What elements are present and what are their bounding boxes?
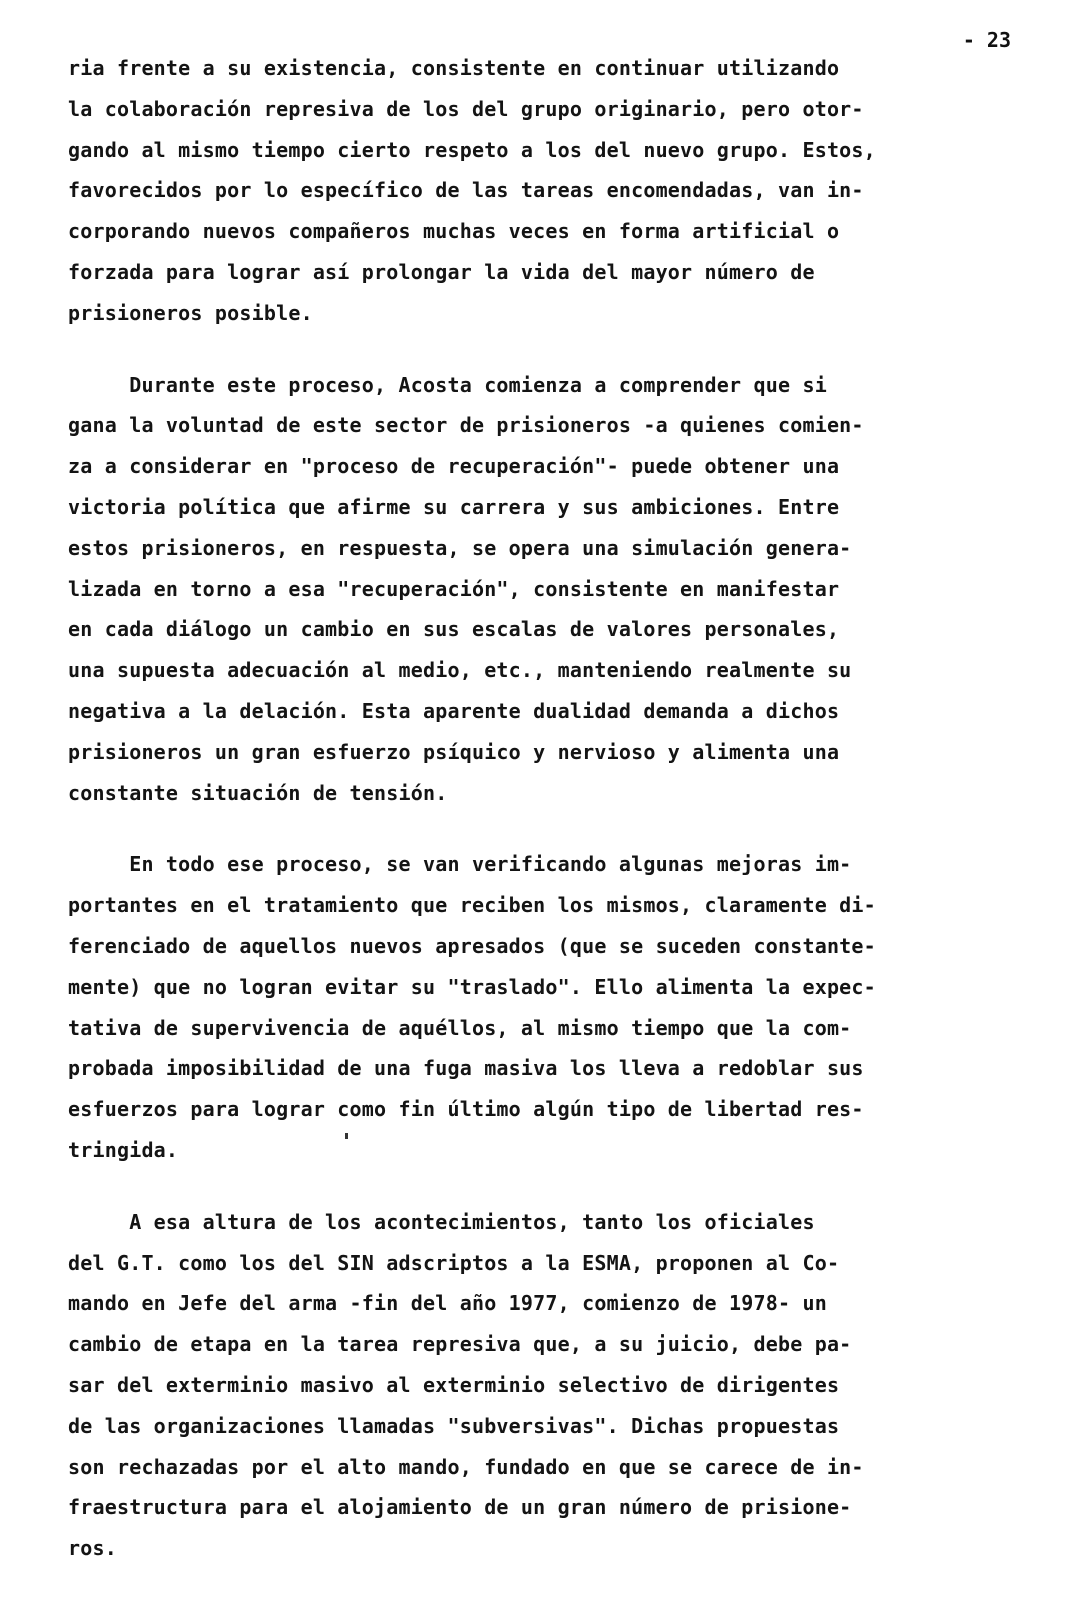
text-line: lizada en torno a esa "recuperación", consistente en manifestar bbox=[68, 576, 840, 601]
text-line: A esa altura de los acontecimientos, tanto los oficiales bbox=[68, 1209, 815, 1234]
text-line: corporando nuevos compañeros muchas veces en forma artificial o bbox=[68, 219, 840, 244]
text-line: victoria política que afirme su carrera y sus ambiciones. Entre bbox=[68, 494, 840, 519]
body-text bbox=[68, 48, 1028, 1600]
text-line: mente) que no logran evitar su "traslado". Ello alimenta la expec- bbox=[68, 974, 876, 999]
text-line: sar del exterminio masivo al exterminio selectivo de dirigentes bbox=[68, 1372, 840, 1397]
text-line: estos prisioneros, en respuesta, se opera una simulación genera- bbox=[68, 535, 852, 560]
text-line: ferenciado de aquellos nuevos apresados (que se suceden constante- bbox=[68, 933, 876, 958]
text-line: prisioneros un gran esfuerzo psíquico y nervioso y alimenta una bbox=[68, 739, 840, 764]
text-line: ria frente a su existencia, consistente en continuar utilizando bbox=[68, 56, 840, 80]
text-line: constante situación de tensión. bbox=[68, 780, 448, 805]
text-line: En todo ese proceso, se van verificando algunas mejoras im- bbox=[68, 852, 852, 877]
stray-ink-mark bbox=[345, 1133, 348, 1139]
text-line: esfuerzos para lograr como fin último algún tipo de libertad res- bbox=[68, 1097, 864, 1122]
text-line: tativa de supervivencia de aquéllos, al mismo tiempo que la com- bbox=[68, 1015, 852, 1040]
text-line: de las organizaciones llamadas "subversivas". Dichas propuestas bbox=[68, 1413, 840, 1438]
text-line: gando al mismo tiempo cierto respeto a los del nuevo grupo. Estos, bbox=[68, 137, 876, 162]
text-line: ros. bbox=[68, 1536, 117, 1561]
text-line: del G.T. como los del SIN adscriptos a la ESMA, proponen al Co- bbox=[68, 1250, 840, 1275]
text-line: probada imposibilidad de una fuga masiva los lleva a redoblar sus bbox=[68, 1056, 864, 1081]
page-number: - 23 bbox=[962, 28, 1011, 52]
paragraph bbox=[68, 844, 1028, 1170]
text-line: za a considerar en "proceso de recuperación"- puede obtener una bbox=[68, 454, 840, 479]
text-line: negativa a la delación. Esta aparente dualidad demanda a dichos bbox=[68, 698, 840, 723]
text-line: gana la voluntad de este sector de prisioneros -a quienes comien- bbox=[68, 413, 864, 438]
text-line: son rechazadas por el alto mando, fundado en que se carece de in- bbox=[68, 1454, 864, 1479]
text-line: mando en Jefe del arma -fin del año 1977, comienzo de 1978- un bbox=[68, 1291, 827, 1316]
paragraph bbox=[68, 365, 1028, 814]
text-line: prisioneros posible. bbox=[68, 300, 313, 325]
text-line: la colaboración represiva de los del grupo originario, pero otor- bbox=[68, 96, 864, 121]
paragraph bbox=[68, 1202, 1028, 1569]
text-line: tringida. bbox=[68, 1137, 179, 1162]
text-line: favorecidos por lo específico de las tareas encomendadas, van in- bbox=[68, 178, 864, 203]
paragraph bbox=[68, 48, 1028, 334]
text-line: fraestructura para el alojamiento de un gran número de prisione- bbox=[68, 1495, 852, 1520]
text-line: portantes en el tratamiento que reciben los mismos, claramente di- bbox=[68, 893, 876, 918]
text-line: forzada para lograr así prolongar la vida del mayor número de bbox=[68, 259, 815, 284]
text-line: cambio de etapa en la tarea represiva que, a su juicio, debe pa- bbox=[68, 1332, 852, 1357]
text-line: en cada diálogo un cambio en sus escalas de valores personales, bbox=[68, 617, 840, 642]
text-line: Durante este proceso, Acosta comienza a comprender que si bbox=[68, 372, 827, 397]
text-line: una supuesta adecuación al medio, etc., manteniendo realmente su bbox=[68, 658, 852, 683]
